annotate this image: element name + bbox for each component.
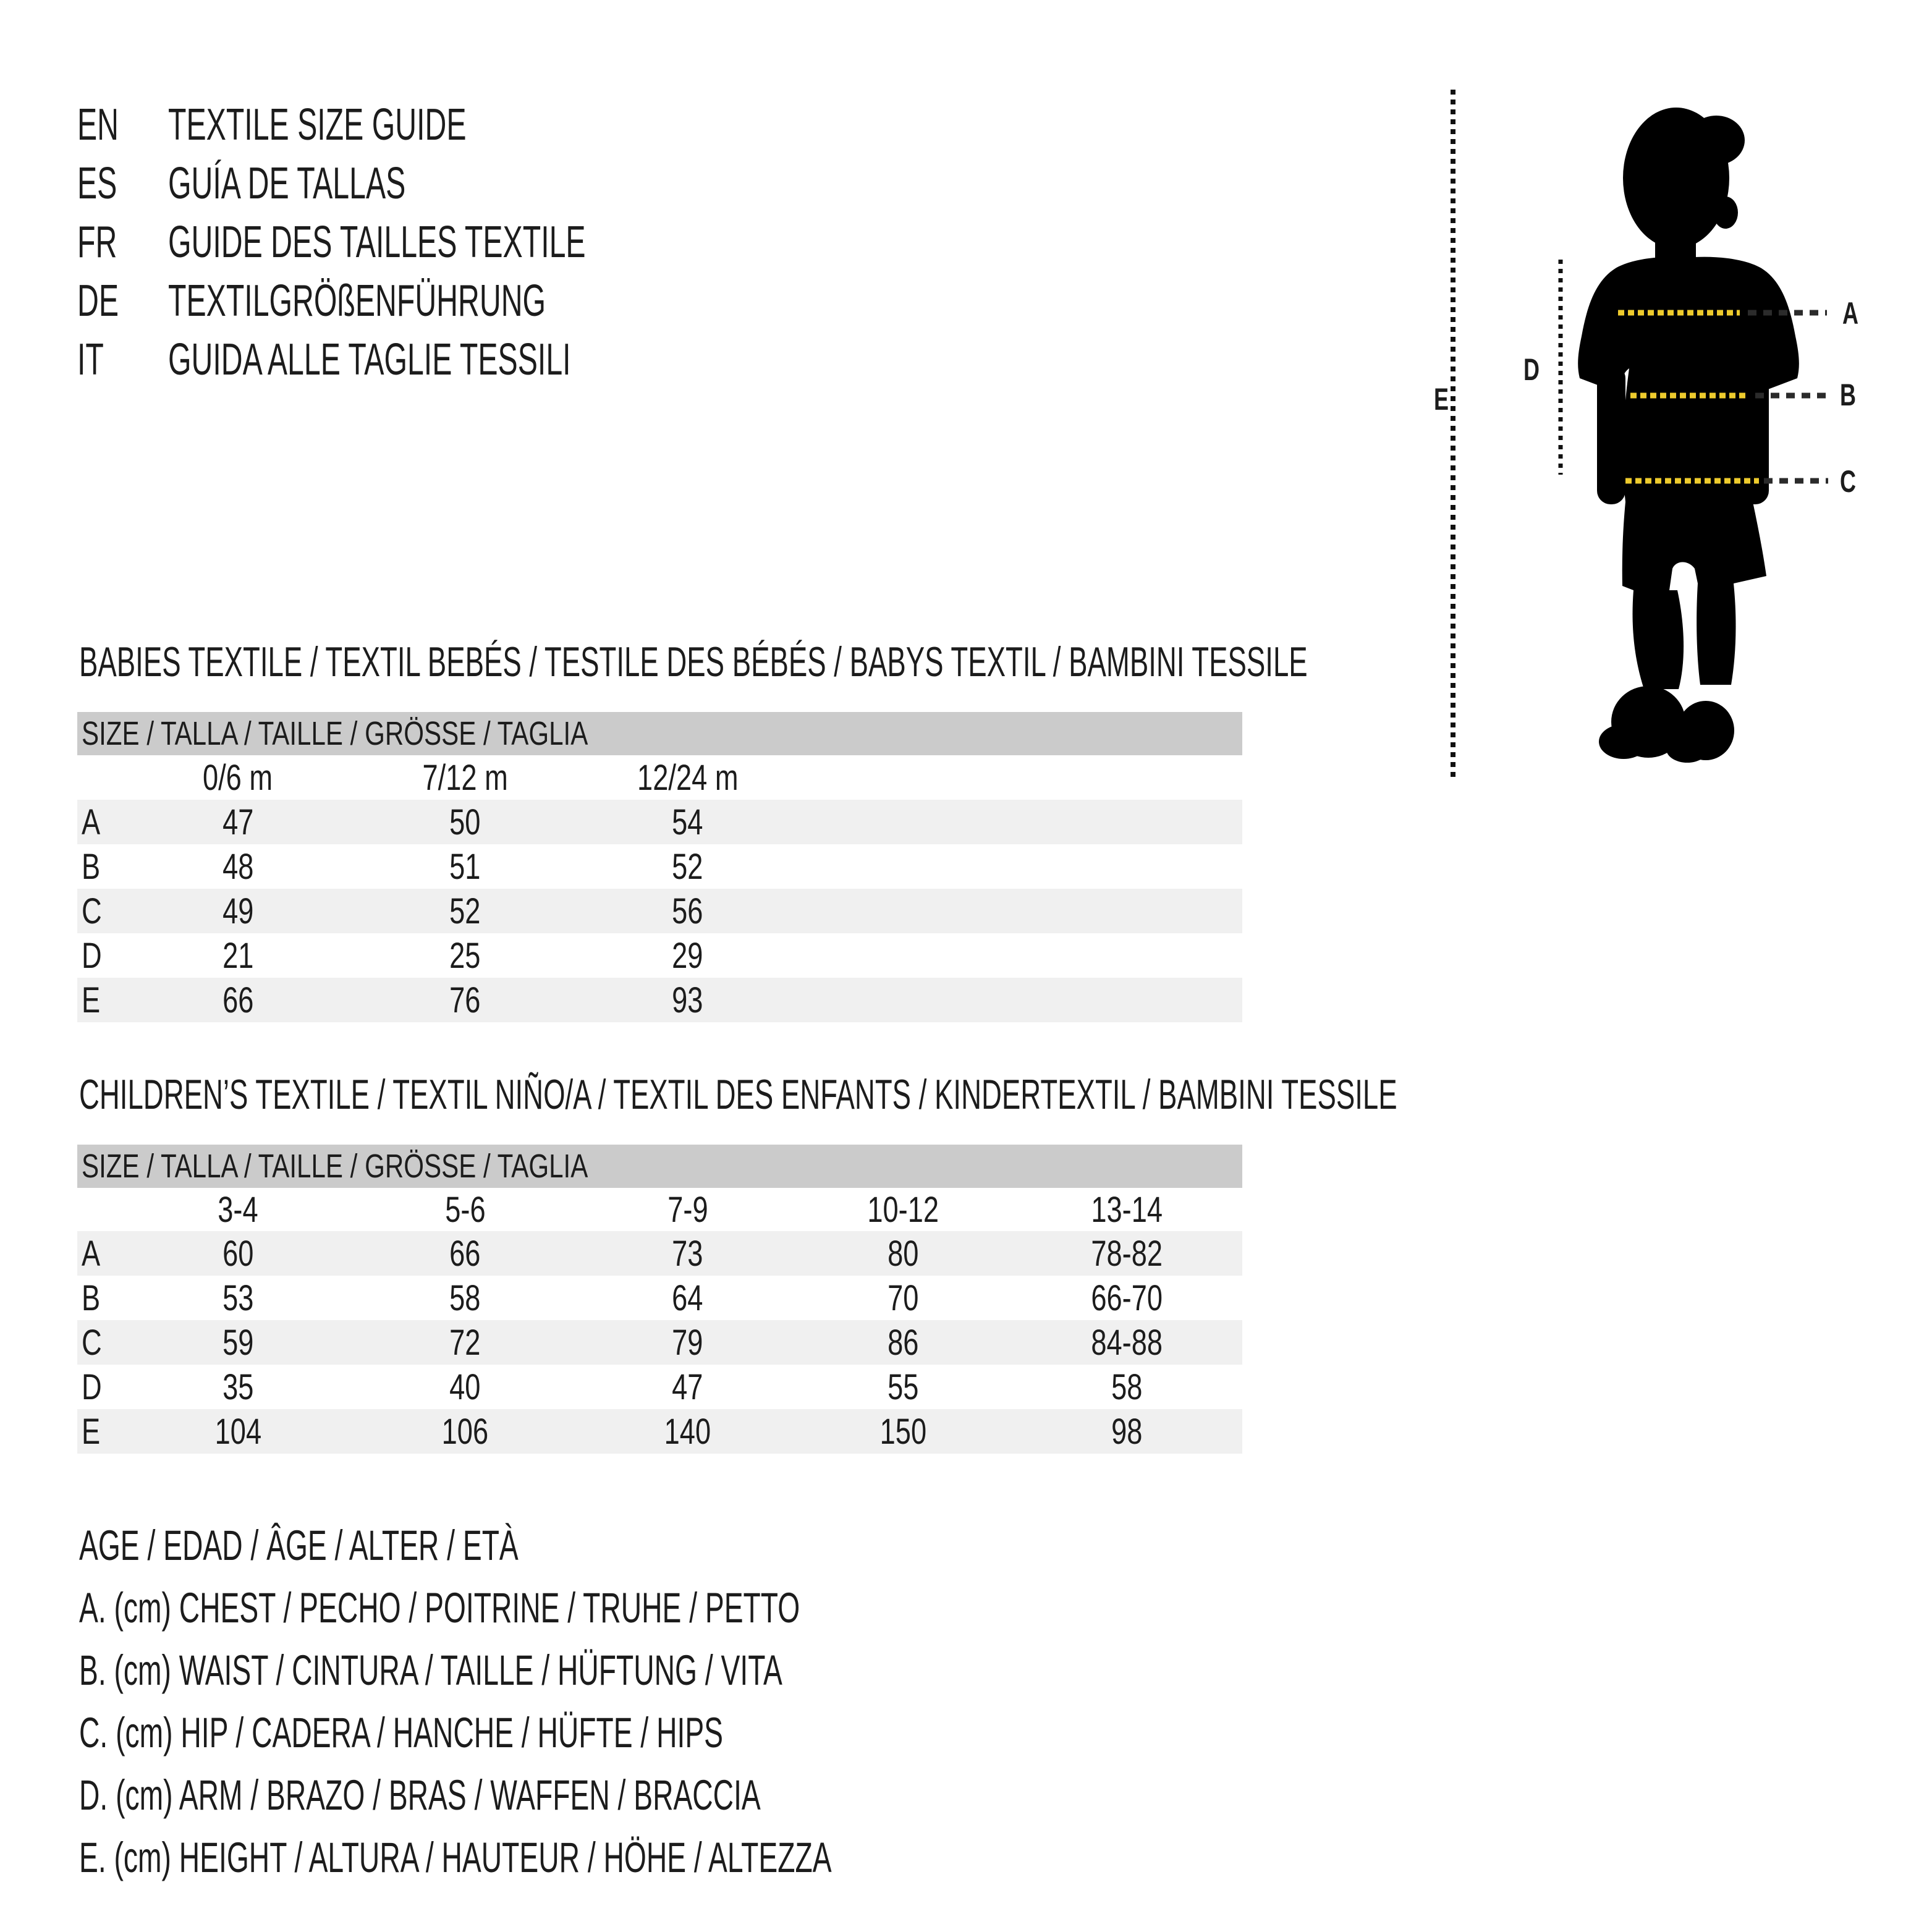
cell-value xyxy=(794,1322,1012,1363)
row-label-text: C xyxy=(82,891,102,931)
cell-value xyxy=(581,1411,794,1452)
legend-line-hip xyxy=(79,1701,1202,1764)
row-label-text: A xyxy=(82,802,101,842)
cell-value xyxy=(1012,1322,1242,1363)
cell-value-text: 52 xyxy=(449,891,481,931)
cell-value-text: 59 xyxy=(222,1322,254,1363)
measure-label-c xyxy=(1840,465,1856,499)
language-title-text: GUIDE DES TAILLES TEXTILE xyxy=(168,217,586,267)
cell-value xyxy=(349,802,581,843)
cell-value-text: 53 xyxy=(222,1277,254,1318)
cell-value-text: 76 xyxy=(449,980,481,1020)
cell-value-text: 25 xyxy=(449,935,481,976)
cell-value-text: 58 xyxy=(1111,1366,1143,1407)
column-header-text: 5-6 xyxy=(444,1189,486,1230)
cell-value-text: 29 xyxy=(672,935,703,976)
legend-line-text: E. (cm) HEIGHT / ALTURA / HAUTEUR / HÖHE / ALTEZZA xyxy=(79,1834,832,1881)
cell-value-text: 78-82 xyxy=(1091,1233,1163,1274)
cell-value xyxy=(581,846,794,888)
row-label xyxy=(77,1233,127,1274)
cell-value xyxy=(581,1233,794,1274)
cell-value-text: 50 xyxy=(449,802,481,842)
cell-value xyxy=(349,1277,581,1319)
language-row-de xyxy=(77,271,791,330)
cell-value xyxy=(581,891,794,932)
babies-column-header-row xyxy=(77,755,1242,800)
silhouette-shorts xyxy=(1622,502,1766,590)
cell-value-text: 73 xyxy=(672,1233,703,1274)
size-diagram-svg xyxy=(1409,74,1932,803)
size-header-bar xyxy=(77,1145,1242,1188)
cell-value-text: 64 xyxy=(672,1277,703,1318)
cell-value-text: 55 xyxy=(887,1366,919,1407)
row-label xyxy=(77,1322,127,1363)
row-label xyxy=(77,846,127,888)
cell-value-text: 79 xyxy=(672,1322,703,1363)
cell-value xyxy=(794,1366,1012,1408)
legend-line-arm xyxy=(79,1764,1202,1826)
column-header xyxy=(127,1189,349,1231)
cell-value-text: 47 xyxy=(222,802,254,842)
column-header-text: 3-4 xyxy=(218,1189,258,1230)
size-header-bar xyxy=(77,712,1242,755)
language-code xyxy=(77,217,168,268)
table-row-a xyxy=(77,800,1242,844)
cell-value-text: 56 xyxy=(672,891,703,931)
babies-section-heading-text: BABIES TEXTILE / TEXTIL BEBÉS / TESTILE DES BÉBÉS / BABYS TEXTIL / BAMBINI TESSILE xyxy=(79,638,1308,685)
row-label xyxy=(77,802,127,843)
silhouette-ear xyxy=(1713,197,1738,229)
cell-value xyxy=(581,935,794,977)
cell-value xyxy=(127,1411,349,1452)
language-row-es xyxy=(77,154,791,213)
table-row-a xyxy=(77,1231,1242,1276)
measure-label-c-text: C xyxy=(1840,465,1856,499)
cell-value-text: 60 xyxy=(222,1233,254,1274)
cell-value-text: 40 xyxy=(449,1366,481,1407)
cell-value xyxy=(127,846,349,888)
language-title-text: GUÍA DE TALLAS xyxy=(168,158,406,208)
table-row-e xyxy=(77,1409,1242,1454)
language-title xyxy=(168,100,613,150)
cell-value-text: 35 xyxy=(222,1366,254,1407)
row-label xyxy=(77,1366,127,1408)
children-size-table xyxy=(77,1145,1242,1454)
language-code xyxy=(77,334,168,385)
cell-value xyxy=(1012,1233,1242,1274)
cell-value-text: 51 xyxy=(449,846,481,887)
row-label xyxy=(77,891,127,932)
children-section-heading-text: CHILDREN’S TEXTILE / TEXTIL NIÑO/A / TEXTIL DES ENFANTS / KINDERTEXTIL / BAMBINI TESSILE xyxy=(79,1071,1397,1118)
cell-value xyxy=(349,935,581,977)
measure-label-b xyxy=(1840,378,1856,412)
row-label-text: D xyxy=(82,1366,102,1407)
cell-value-text: 93 xyxy=(672,980,703,1020)
cell-value xyxy=(349,891,581,932)
cell-value-text: 66-70 xyxy=(1091,1277,1163,1318)
cell-value xyxy=(581,980,794,1021)
cell-value-text: 80 xyxy=(887,1233,919,1274)
table-row-c xyxy=(77,889,1242,933)
cell-value xyxy=(1012,1277,1242,1319)
legend-line-waist xyxy=(79,1639,1202,1701)
cell-value-text: 104 xyxy=(214,1411,261,1452)
cell-value xyxy=(581,1322,794,1363)
measure-label-d xyxy=(1523,353,1540,387)
cell-value xyxy=(127,1322,349,1363)
cell-value xyxy=(127,891,349,932)
cell-value-text: 52 xyxy=(672,846,703,887)
cell-value-text: 47 xyxy=(672,1366,703,1407)
cell-value-text: 70 xyxy=(887,1277,919,1318)
table-row-d xyxy=(77,933,1242,978)
cell-value xyxy=(349,846,581,888)
language-code-text: ES xyxy=(77,158,117,208)
language-code-text: EN xyxy=(77,100,119,150)
table-row-b xyxy=(77,1276,1242,1320)
column-header-text: 7-9 xyxy=(667,1189,708,1230)
language-row-fr xyxy=(77,213,791,271)
language-title xyxy=(168,217,791,268)
silhouette-left-shoe-toe xyxy=(1599,724,1648,759)
row-label-text: E xyxy=(82,980,101,1020)
language-list xyxy=(77,95,791,389)
row-label xyxy=(77,1277,127,1319)
cell-value-text: 106 xyxy=(441,1411,489,1452)
cell-value xyxy=(349,1322,581,1363)
cell-value xyxy=(127,802,349,843)
legend-line-height xyxy=(79,1826,1202,1889)
column-header-text: 13-14 xyxy=(1091,1189,1163,1230)
row-label-text: B xyxy=(82,1277,101,1318)
cell-value-text: 49 xyxy=(222,891,254,931)
language-code-text: IT xyxy=(77,334,104,384)
column-header-text: 12/24 m xyxy=(637,757,739,798)
size-header-bar-text: SIZE / TALLA / TAILLE / GRÖSSE / TAGLIA xyxy=(82,1148,588,1185)
children-section-heading xyxy=(79,1073,1932,1116)
column-header-text: 7/12 m xyxy=(422,757,508,798)
measure-label-d-text: D xyxy=(1523,353,1540,388)
cell-value xyxy=(581,1366,794,1408)
measure-label-e-text: E xyxy=(1433,383,1449,417)
legend-line-text: AGE / EDAD / ÂGE / ALTER / ETÀ xyxy=(79,1522,519,1569)
cell-value-text: 140 xyxy=(664,1411,711,1452)
row-label-text: D xyxy=(82,935,102,976)
size-diagram xyxy=(1409,74,1932,803)
legend-line-text: D. (cm) ARM / BRAZO / BRAS / WAFFEN / BRACCIA xyxy=(79,1771,761,1819)
measure-label-a-text: A xyxy=(1842,297,1858,331)
cell-value xyxy=(581,802,794,843)
cell-value xyxy=(127,1233,349,1274)
row-label xyxy=(77,980,127,1021)
legend-line-age xyxy=(79,1514,1202,1577)
cell-value xyxy=(349,1233,581,1274)
language-title xyxy=(168,158,523,209)
measurement-legend xyxy=(79,1514,1202,1889)
measure-label-b-text: B xyxy=(1840,378,1856,413)
row-label-text: B xyxy=(82,846,101,887)
size-header-bar-text: SIZE / TALLA / TAILLE / GRÖSSE / TAGLIA xyxy=(82,715,588,752)
cell-value xyxy=(127,1366,349,1408)
cell-value xyxy=(349,980,581,1021)
language-title-text: GUIDA ALLE TAGLIE TESSILI xyxy=(168,334,571,384)
cell-value xyxy=(127,980,349,1021)
cell-value-text: 72 xyxy=(449,1322,481,1363)
legend-line-text: A. (cm) CHEST / PECHO / POITRINE / TRUHE / PETTO xyxy=(79,1584,800,1632)
language-row-en xyxy=(77,95,791,154)
silhouette-right-shoe-toe xyxy=(1666,735,1708,763)
cell-value xyxy=(349,1366,581,1408)
legend-line-chest xyxy=(79,1577,1202,1639)
babies-size-table xyxy=(77,712,1242,1022)
column-header-text: 10-12 xyxy=(867,1189,939,1230)
silhouette-neck xyxy=(1655,216,1696,263)
column-header-text: 0/6 m xyxy=(203,757,273,798)
language-code xyxy=(77,276,168,326)
language-title xyxy=(168,334,769,385)
column-header xyxy=(349,757,581,799)
cell-value-text: 98 xyxy=(1111,1411,1143,1452)
legend-line-text: B. (cm) WAIST / CINTURA / TAILLE / HÜFTUNG / VITA xyxy=(79,1646,782,1694)
table-row-c xyxy=(77,1320,1242,1365)
column-header xyxy=(794,1189,1012,1231)
cell-value xyxy=(1012,1411,1242,1452)
legend-line-text: C. (cm) HIP / CADERA / HANCHE / HÜFTE / HIPS xyxy=(79,1709,724,1756)
language-title-text: TEXTILE SIZE GUIDE xyxy=(168,100,467,150)
table-row-e xyxy=(77,978,1242,1022)
row-label-text: A xyxy=(82,1233,101,1274)
row-label-text: C xyxy=(82,1322,102,1363)
babies-section-heading xyxy=(79,640,1913,684)
language-code xyxy=(77,100,168,150)
language-title-text: TEXTILGRÖßENFÜHRUNG xyxy=(168,276,546,326)
cell-value xyxy=(1012,1366,1242,1408)
table-row-d xyxy=(77,1365,1242,1409)
cell-value xyxy=(349,1411,581,1452)
cell-value-text: 54 xyxy=(672,802,703,842)
cell-value-text: 66 xyxy=(222,980,254,1020)
column-header xyxy=(1012,1189,1242,1231)
language-title xyxy=(168,276,732,326)
measure-label-a xyxy=(1842,297,1858,331)
column-header xyxy=(127,757,349,799)
cell-value-text: 21 xyxy=(222,935,254,976)
cell-value xyxy=(794,1233,1012,1274)
language-row-it xyxy=(77,330,791,389)
silhouette-left-arm xyxy=(1597,365,1625,504)
row-label xyxy=(77,935,127,977)
column-header xyxy=(349,1189,581,1231)
cell-value xyxy=(127,935,349,977)
silhouette-hair xyxy=(1688,116,1745,165)
cell-value-text: 66 xyxy=(449,1233,481,1274)
column-header xyxy=(581,1189,794,1231)
language-code-text: FR xyxy=(77,217,117,267)
cell-value-text: 48 xyxy=(222,846,254,887)
row-label xyxy=(77,1411,127,1452)
language-code-text: DE xyxy=(77,276,119,326)
cell-value xyxy=(127,1277,349,1319)
cell-value-text: 86 xyxy=(887,1322,919,1363)
cell-value xyxy=(794,1411,1012,1452)
cell-value xyxy=(794,1277,1012,1319)
measure-label-e xyxy=(1434,383,1449,417)
children-column-header-row xyxy=(77,1188,1242,1231)
row-label-text: E xyxy=(82,1411,101,1452)
cell-value-text: 58 xyxy=(449,1277,481,1318)
cell-value-text: 150 xyxy=(879,1411,926,1452)
column-header xyxy=(581,757,794,799)
table-row-b xyxy=(77,844,1242,889)
language-code xyxy=(77,158,168,209)
cell-value xyxy=(581,1277,794,1319)
cell-value-text: 84-88 xyxy=(1091,1322,1163,1363)
